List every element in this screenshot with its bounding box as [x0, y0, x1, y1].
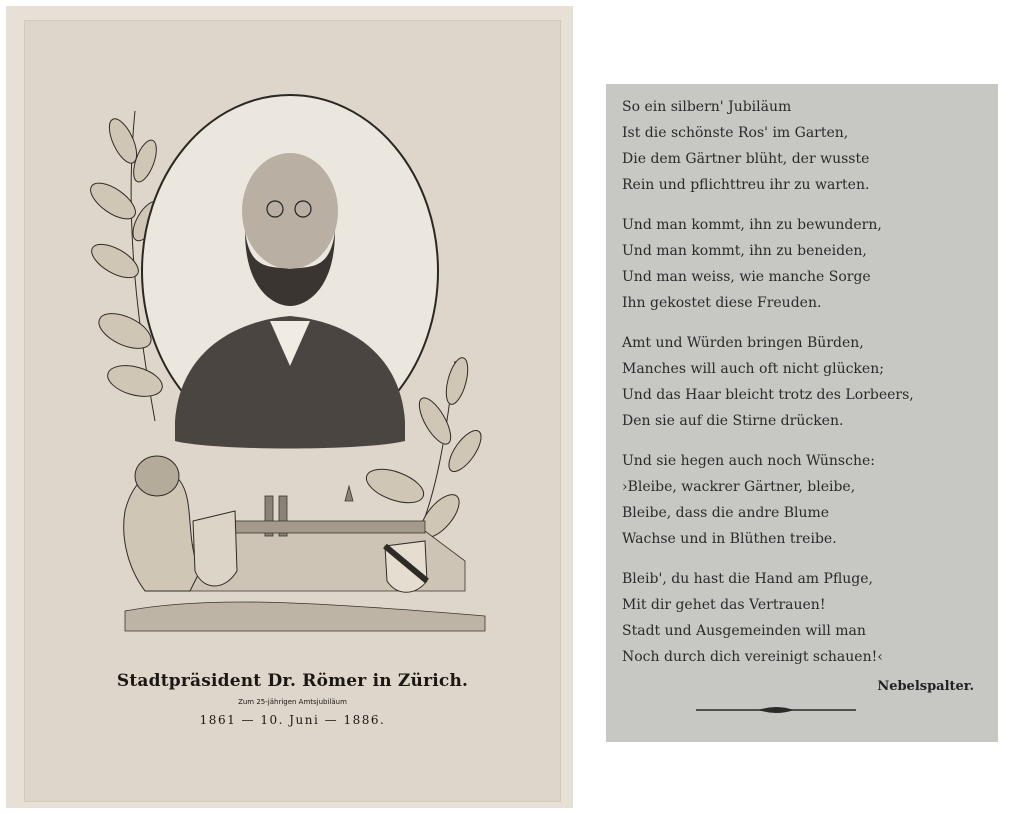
poem-line: Ist die schönste Ros' im Garten, [622, 125, 849, 141]
poem-line: ›Bleibe, wackrer Gärtner, bleibe, [622, 479, 856, 495]
portrait-card [6, 6, 573, 808]
poem-page [606, 84, 998, 742]
portrait-engraving [85, 91, 505, 651]
portrait-card-inner [24, 20, 561, 802]
zurich-arms [385, 541, 427, 592]
portrait-title: Stadtpräsident Dr. Römer in Zürich. [116, 671, 469, 691]
poem-line: Die dem Gärtner blüht, der wusste [622, 151, 870, 167]
poem-line: Den sie auf die Stirne drücken. [622, 413, 844, 429]
stanza-3 [622, 330, 914, 434]
poem-line: Noch durch dich vereinigt schauen!‹ [622, 649, 883, 665]
portrait-subtitle: Zum 25-jährigen Amtsjubiläum [238, 698, 347, 706]
poem-line: Amt und Würden bringen Bürden, [622, 335, 864, 351]
poem-line: Rein und pflichttreu ihr zu warten. [622, 177, 870, 193]
poem-line: Bleib', du hast die Hand am Pfluge, [622, 571, 873, 587]
poem-line: Und man weiss, wie manche Sorge [622, 269, 871, 285]
poem-signature: Nebelspalter. [877, 679, 974, 694]
poem-line: Und man kommt, ihn zu beneiden, [622, 243, 867, 259]
poem-line: Ihn gekostet diese Freuden. [622, 295, 822, 311]
poem-line: Und man kommt, ihn zu bewundern, [622, 217, 882, 233]
stanza-2 [622, 212, 882, 316]
stanza-1 [622, 94, 869, 198]
poem-line: Manches will auch oft nicht glücken; [622, 361, 884, 377]
poem-line: Stadt und Ausgemeinden will man [622, 623, 866, 639]
stanza-5 [622, 566, 883, 670]
portrait-dates: 1861 — 10. Juni — 1886. [199, 713, 386, 727]
poem-line: Bleibe, dass die andre Blume [622, 505, 830, 521]
poem-line: So ein silbern' Jubiläum [622, 99, 792, 115]
poem-line: Mit dir gehet das Vertrauen! [622, 597, 826, 613]
stanza-4 [622, 448, 875, 552]
ornamental-rule [696, 704, 856, 716]
poem-line: Und sie hegen auch noch Wünsche: [622, 453, 875, 469]
lion-emblem [124, 456, 237, 591]
poem-line: Und das Haar bleicht trotz des Lorbeers, [622, 387, 914, 403]
poem-line: Wachse und in Blüthen treibe. [622, 531, 837, 547]
